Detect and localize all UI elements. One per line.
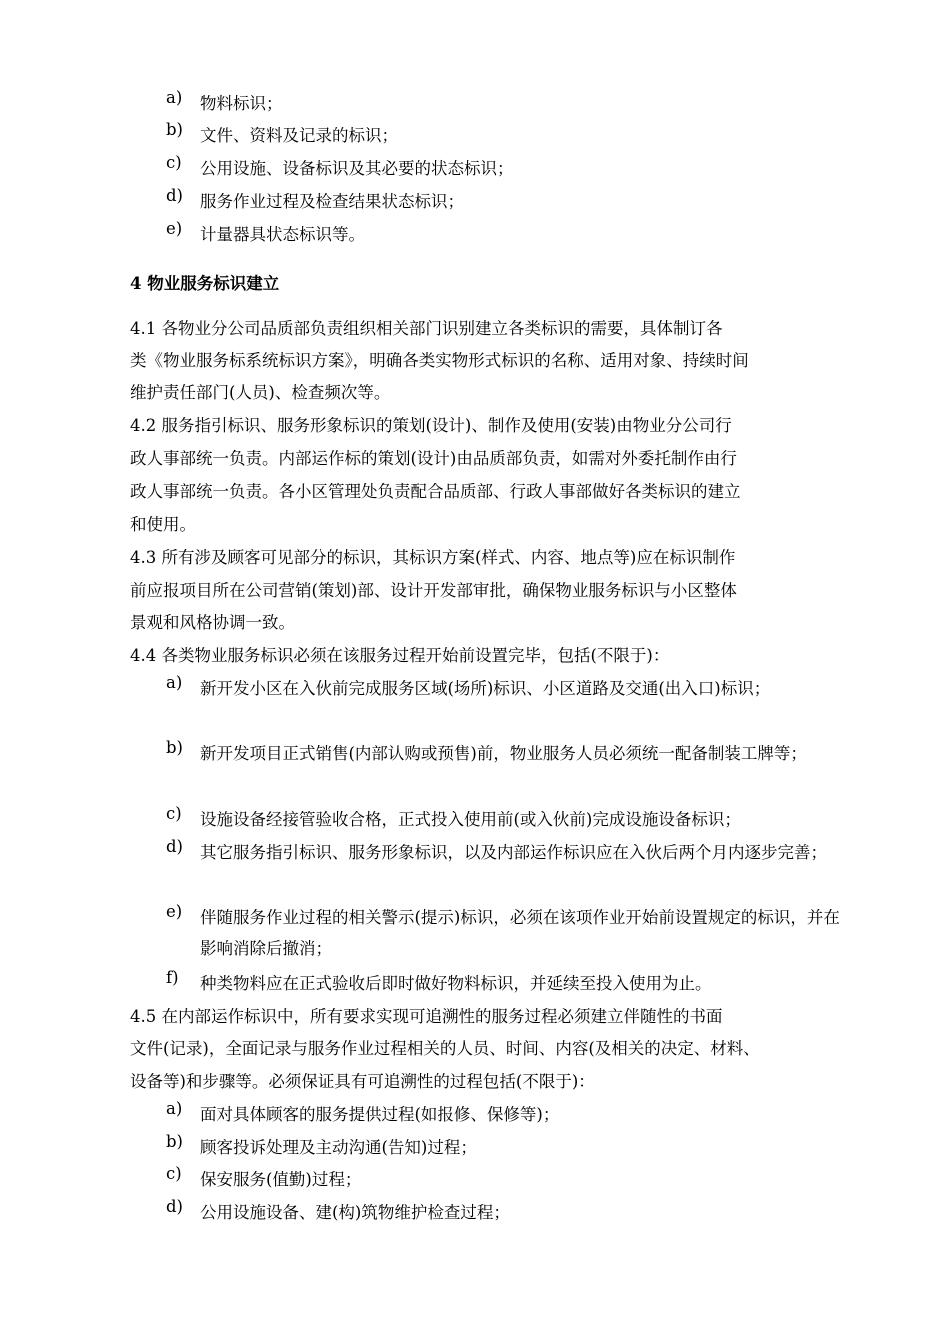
list-marker: d) — [166, 1197, 183, 1216]
list-text: 文件、资料及记录的标识； — [200, 126, 398, 145]
paragraph-line: 4.1 各物业分公司品质部负责组织相关部门识别建立各类标识的需要，具体制订各 — [130, 319, 723, 338]
list-text: 保安服务(值勤)过程； — [200, 1170, 362, 1189]
list-text: 新开发项目正式销售(内部认购或预售)前，物业服务人员必须统一配备制装工牌等； — [200, 744, 807, 763]
paragraph-line: 政人事部统一负责。内部运作标的策划(设计)由品质部负责，如需对外委托制作由行 — [130, 449, 737, 468]
paragraph-line: 和使用。 — [130, 515, 196, 534]
list-text: 伴随服务作业过程的相关警示(提示)标识，必须在该项作业开始前设置规定的标识，并在影响消除后撤消； — [200, 908, 840, 958]
list-marker: b) — [166, 120, 183, 139]
list-text: 其它服务指引标识、服务形象标识，以及内部运作标识应在入伙后两个月内逐步完善； — [200, 843, 827, 862]
list-text: 物料标识； — [200, 94, 283, 113]
list-marker: b) — [166, 738, 183, 757]
list-text: 计量器具状态标识等。 — [200, 225, 365, 244]
paragraph-line: 维护责任部门(人员)、检查频次等。 — [130, 383, 391, 402]
list-marker: c) — [166, 804, 182, 823]
list-marker: c) — [166, 1164, 182, 1183]
paragraph-line: 设备等)和步骤等。必须保证具有可追溯性的过程包括(不限于)： — [130, 1072, 595, 1091]
list-marker: d) — [166, 186, 183, 205]
paragraph-line: 文件(记录)，全面记录与服务作业过程相关的人员、时间、内容(及相关的决定、材料、 — [130, 1039, 760, 1058]
list-text: 面对具体顾客的服务提供过程(如报修、保修等)； — [200, 1105, 560, 1124]
list-marker: c) — [166, 153, 182, 172]
list-marker: e) — [166, 219, 183, 238]
list-text: 顾客投诉处理及主动沟通(告知)过程； — [200, 1138, 477, 1157]
paragraph-line: 类《物业服务标系统标识方案》，明确各类实物形式标识的名称、适用对象、持续时间 — [130, 351, 749, 370]
paragraph-line: 前应报项目所在公司营销(策划)部、设计开发部审批，确保物业服务标识与小区整体 — [130, 581, 737, 600]
list-marker: f) — [166, 968, 179, 987]
list-text: 服务作业过程及检查结果状态标识； — [200, 192, 464, 211]
list-marker: d) — [166, 837, 183, 856]
list-marker: a) — [166, 673, 183, 692]
list-text: 设施设备经接管验收合格，正式投入使用前(或入伙前)完成设施设备标识； — [200, 810, 741, 829]
paragraph-line: 4.2 服务指引标识、服务形象标识的策划(设计)、制作及使用(安装)由物业分公司行 — [130, 416, 732, 435]
section-heading: 4 物业服务标识建立 — [130, 274, 280, 293]
list-text: 新开发小区在入伙前完成服务区域(场所)标识、小区道路及交通(出入口)标识； — [200, 679, 771, 698]
list-marker: a) — [166, 1099, 183, 1118]
list-text: 公用设施设备、建(构)筑物维护检查过程； — [200, 1203, 510, 1222]
paragraph-line: 景观和风格协调一致。 — [130, 613, 295, 632]
list-marker: e) — [166, 902, 183, 921]
list-text: 公用设施、设备标识及其必要的状态标识； — [200, 159, 514, 178]
list-text: 种类物料应在正式验收后即时做好物料标识，并延续至投入使用为止。 — [200, 974, 712, 993]
paragraph-line: 政人事部统一负责。各小区管理处负责配合品质部、行政人事部做好各类标识的建立 — [130, 482, 741, 501]
paragraph-line: 4.5 在内部运作标识中，所有要求实现可追溯性的服务过程必须建立伴随性的书面 — [130, 1007, 723, 1026]
paragraph-line: 4.4 各类物业服务标识必须在该服务过程开始前设置完毕，包括(不限于)： — [130, 646, 670, 665]
paragraph-line: 4.3 所有涉及顾客可见部分的标识，其标识方案(样式、内容、地点等)应在标识制作 — [130, 548, 736, 567]
list-marker: b) — [166, 1132, 183, 1151]
list-marker: a) — [166, 88, 183, 107]
